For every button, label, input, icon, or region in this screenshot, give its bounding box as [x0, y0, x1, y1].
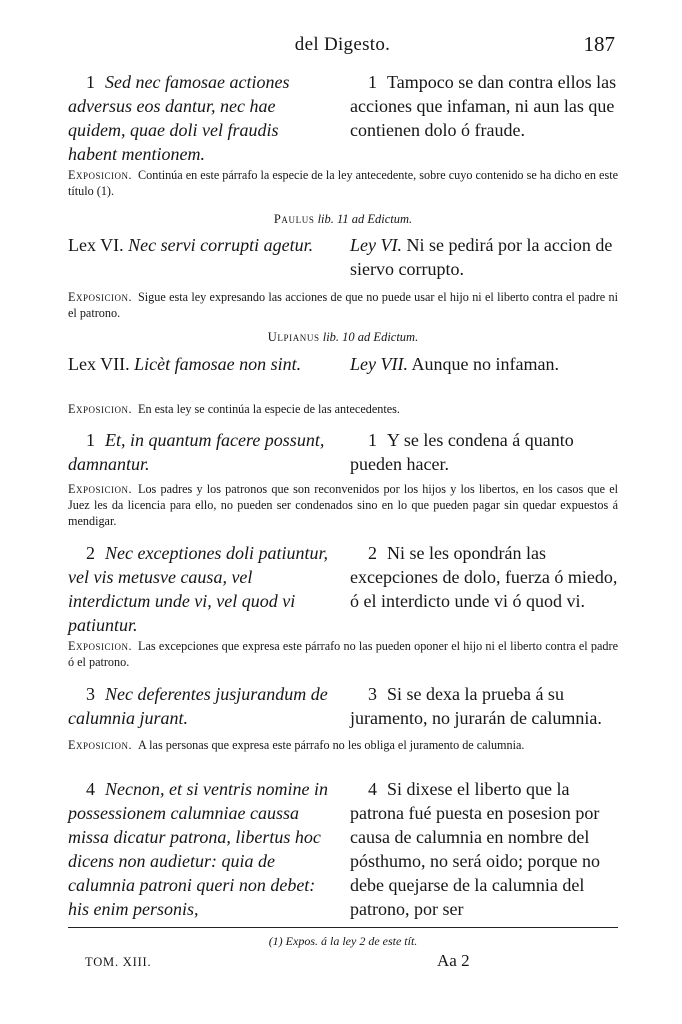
volume-signature: TOM. XIII. — [85, 955, 152, 969]
paragraph-number: 4 — [368, 779, 377, 799]
exposicion-note: Exposicion. En esta ley se continúa la especie de las antecedentes. — [68, 402, 400, 416]
paragraph-pair — [68, 428, 618, 476]
spanish-text: 1 Y se les condena á quanto pueden hacer. — [350, 430, 574, 474]
paragraph-number: 4 — [86, 779, 95, 799]
lex-heading: Lex VII. — [68, 354, 130, 374]
exposicion-note: Exposicion. Continúa en este párrafo la especie de la ley antecedente, sobre cuyo contenido se ha dicho en este título (1). — [68, 168, 618, 198]
footnote: (1) Expos. á la ley 2 de este tít. — [268, 934, 418, 948]
exposicion-note: Exposicion. Las excepciones que expresa este párrafo no las pueden oponer el hijo ni el liberto contra el padre ó el patrono. — [68, 639, 618, 669]
exposicion-label: Exposicion. — [68, 639, 132, 653]
exposicion-label: Exposicion. — [68, 290, 132, 304]
paragraph-number: 1 — [86, 430, 95, 450]
paragraph-pair — [68, 682, 618, 730]
footnote-rule — [68, 927, 618, 928]
spanish-text: 2 Ni se les opondrán las excepciones de dolo, fuerza ó miedo, ó el interdicto unde vi ó quod vi. — [350, 543, 618, 611]
latin-text: 2 Nec exceptiones doli patiuntur, vel vis metusve causa, vel interdictum unde vi, vel quod vi patiuntur. — [68, 543, 328, 635]
lex-heading: Lex VI. — [68, 235, 124, 255]
exposicion-note: Exposicion. A las personas que expresa este párrafo no les obliga el juramento de calumnia. — [68, 738, 525, 752]
latin-text: Lex VI. Nec servi corrupti agetur. — [68, 235, 314, 255]
latin-text: Lex VII. Licèt famosae non sint. — [68, 354, 302, 374]
exposicion-label: Exposicion. — [68, 168, 132, 182]
paragraph-number: 3 — [86, 684, 95, 704]
paragraph-number: 2 — [368, 543, 377, 563]
spanish-text: 1 Tampoco se dan contra ellos las acciones que infaman, ni aun las que contienen dolo ó fraude. — [350, 72, 617, 140]
source-attribution: Paulus lib. 11 ad Edictum. — [273, 212, 413, 226]
paragraph-pair — [68, 777, 618, 921]
page-header — [70, 34, 615, 60]
source-attribution: Ulpianus lib. 10 ad Edictum. — [267, 330, 419, 344]
paragraph-number: 1 — [86, 72, 95, 92]
ley-heading: Ley VII. — [350, 354, 408, 374]
exposicion-label: Exposicion. — [68, 482, 132, 496]
latin-text: 3 Nec deferentes jusjurandum de calumnia jurant. — [68, 684, 328, 728]
spanish-text: Ley VI. Ni se pedirá por la accion de siervo corrupto. — [350, 235, 613, 279]
exposicion-label: Exposicion. — [68, 738, 132, 752]
sheet-mark: Aa 2 — [437, 951, 470, 970]
paragraph-pair — [68, 541, 618, 637]
exposicion-note: Exposicion. Sigue esta ley expresando las acciones de que no puede usar el hijo ni el liberto contra el padre ni el patrono. — [68, 290, 618, 320]
latin-text: 4 Necnon, et si ventris nomine in possessionem calumniae caussa missa dicatur patrona, libertus hoc dicens non audietur: quia de calumnia patroni queri non debet: his enim personis, — [68, 779, 328, 919]
latin-text: 1 Et, in quantum facere possunt, damnantur. — [68, 430, 325, 474]
lex-pair — [68, 352, 618, 376]
spanish-text: 4 Si dixese el liberto que la patrona fué puesta en posesion por causa de calumnia en nombre del pósthumo, no será oido; porque no debe quejarse de la calumnia del patrono, por ser — [350, 779, 600, 919]
spanish-text: 3 Si se dexa la prueba á su juramento, no jurarán de calumnia. — [350, 684, 602, 728]
paragraph-pair — [68, 70, 618, 166]
running-title: del Digesto. — [294, 34, 391, 55]
exposicion-label: Exposicion. — [68, 402, 132, 416]
paragraph-number: 1 — [368, 72, 377, 92]
latin-text: 1 Sed nec famosae actiones adversus eos dantur, nec hae quidem, quae doli vel fraudis habent mentionem. — [68, 72, 290, 164]
page-number: 187 — [583, 32, 615, 56]
paragraph-number: 2 — [86, 543, 95, 563]
spanish-text: Ley VII. Aunque no infaman. — [350, 354, 559, 374]
paragraph-number: 1 — [368, 430, 377, 450]
paragraph-number: 3 — [368, 684, 377, 704]
lex-pair — [68, 233, 618, 281]
exposicion-note: Exposicion. Los padres y los patronos que son reconvenidos por los hijos y los libertos, en los casos que el Juez les da licencia para ello, no pueden ser condenados sino en lo que pueden pagar sin quedar expuestos á mendigar. — [68, 482, 618, 528]
ley-heading: Ley VI. — [350, 235, 402, 255]
